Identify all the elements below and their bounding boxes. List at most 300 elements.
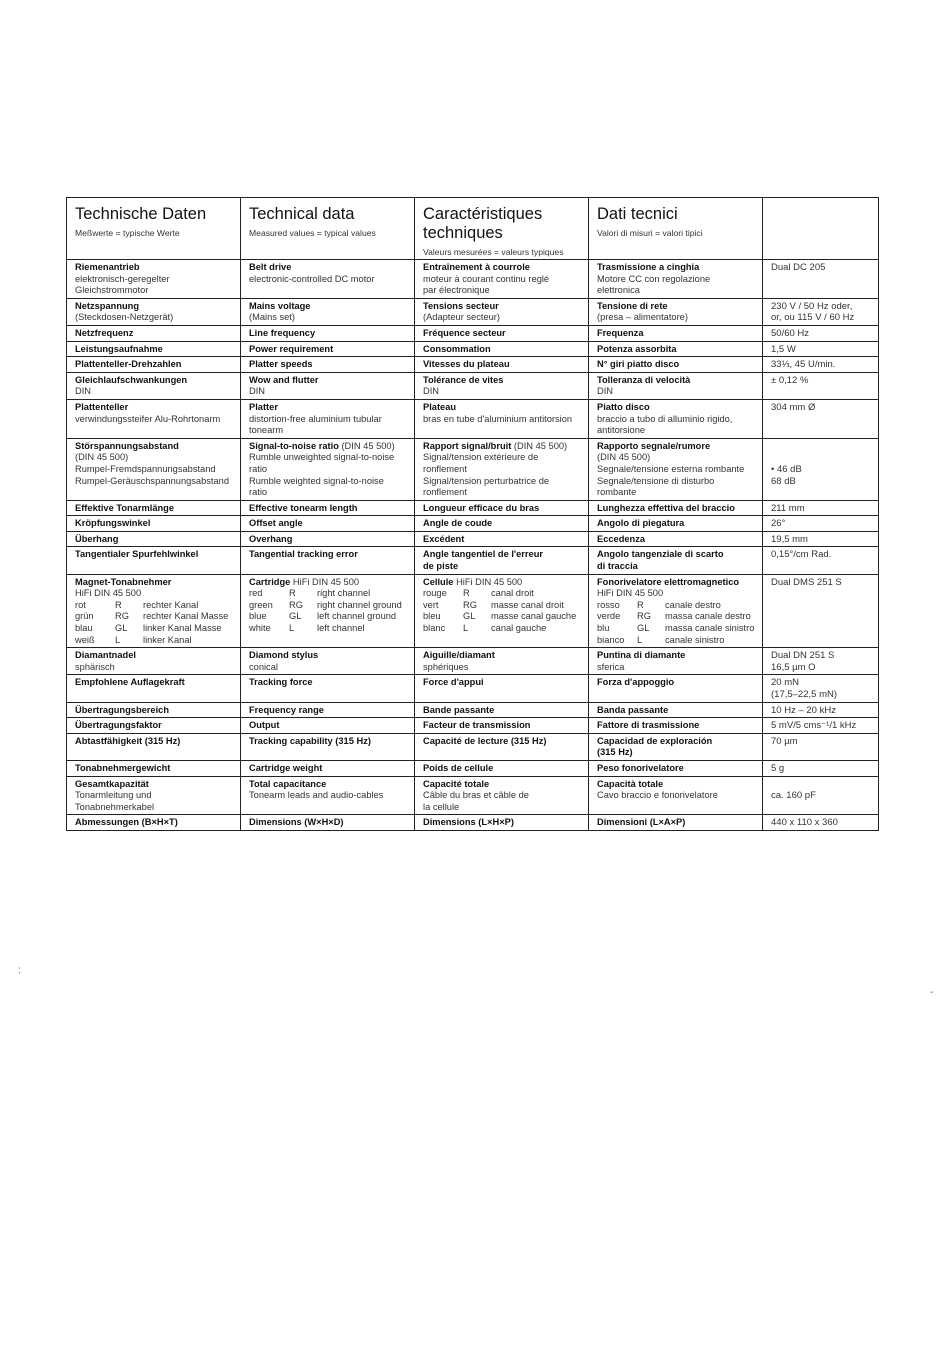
spec-detail: Rumpel-Fremdspannungsabstand <box>75 463 216 474</box>
header-row <box>67 198 879 260</box>
wire-channel: masse canal droit <box>491 599 564 610</box>
header-title-it: Dati tecnici <box>597 205 678 223</box>
wire-code: R <box>463 588 470 599</box>
wire-code-line <box>423 611 584 623</box>
wire-channel: massa canale sinistro <box>665 623 755 634</box>
wire-color: green <box>249 599 273 610</box>
spec-detail: electronic-controlled DC motor <box>249 273 375 284</box>
spec-cell-fr <box>415 399 589 438</box>
wire-channel: rechter Kanal Masse <box>143 611 229 622</box>
spec-label: Effektive Tonarmlänge <box>75 502 175 513</box>
table-row <box>67 648 879 675</box>
spec-cell-de <box>67 516 241 532</box>
spec-detail: (Steckdosen-Netzgerät) <box>75 312 174 323</box>
table-row <box>67 574 879 648</box>
spec-label: Total capacitance <box>249 778 327 789</box>
wire-code: L <box>463 623 469 634</box>
wire-color: bianco <box>597 634 625 645</box>
wire-color: blau <box>75 623 93 634</box>
spec-cell-fr <box>415 298 589 325</box>
spec-detail: (DIN 45 500) <box>597 452 651 463</box>
spec-label: Cartridge <box>249 576 291 587</box>
spec-label: Longueur efficace du bras <box>423 502 540 513</box>
spec-label: Piatto disco <box>597 401 650 412</box>
table-row <box>67 341 879 357</box>
header-title-en: Technical data <box>249 205 355 223</box>
spec-detail: Tonarmleitung und <box>75 790 152 801</box>
spec-label: Facteur de transmission <box>423 720 531 731</box>
wire-code-line <box>75 611 236 623</box>
spec-value: 20 mN <box>771 677 799 689</box>
spec-value: Dual DC 205 <box>771 262 826 273</box>
spec-value <box>771 452 874 464</box>
spec-label: Rapporto segnale/rumore <box>597 440 711 451</box>
spec-cell-it <box>589 357 763 373</box>
table-row <box>67 516 879 532</box>
spec-label: Angolo tangenziale di scarto <box>597 549 724 560</box>
spec-label: Output <box>249 720 280 731</box>
spec-cell-de <box>67 399 241 438</box>
wire-color: grün <box>75 611 94 622</box>
spec-label: Überhang <box>75 533 119 544</box>
margin-mark-right: - <box>930 987 934 998</box>
spec-label: Tracking force <box>249 677 313 688</box>
wire-code-line <box>249 600 410 612</box>
spec-detail: la cellule <box>423 801 460 812</box>
header-title-fr: Caractéristiques techniques <box>423 205 543 242</box>
spec-cell-it <box>589 702 763 718</box>
spec-cell-en <box>241 531 415 547</box>
spec-detail: Tonearm leads and audio-cables <box>249 790 384 801</box>
table-row <box>67 325 879 341</box>
spec-detail: HiFi DIN 45 500 <box>597 588 664 599</box>
spec-cell-it <box>589 260 763 299</box>
spec-label: Angle de coude <box>423 518 493 529</box>
spec-cell-it <box>589 675 763 702</box>
spec-label: Angolo di piegatura <box>597 518 685 529</box>
spec-cell-it <box>589 547 763 574</box>
spec-cell-de <box>67 357 241 373</box>
spec-label: Aiguille/diamant <box>423 650 495 661</box>
spec-label: Wow and flutter <box>249 374 319 385</box>
wire-code-line <box>75 623 236 635</box>
wire-code-line <box>249 623 410 635</box>
spec-heading-line <box>249 577 410 589</box>
spec-heading-line <box>249 441 410 453</box>
spec-label: Effective tonearm length <box>249 502 358 513</box>
spec-cell-fr <box>415 438 589 500</box>
table-row <box>67 547 879 574</box>
spec-cell-fr <box>415 733 589 760</box>
spec-label: Forza d'appoggio <box>597 677 675 688</box>
spec-heading-line <box>423 577 584 589</box>
spec-value: 0,15°/cm Rad. <box>771 549 832 561</box>
wire-code-line <box>597 611 758 623</box>
spec-label: Excédent <box>423 533 465 544</box>
spec-cell-de <box>67 500 241 516</box>
spec-label: Signal-to-noise ratio <box>249 440 339 451</box>
spec-detail: antitorsione <box>597 425 646 436</box>
spec-cell-en <box>241 776 415 815</box>
spec-cell-de <box>67 438 241 500</box>
spec-detail: sferica <box>597 661 625 672</box>
spec-cell-fr <box>415 718 589 734</box>
spec-detail: ronflement <box>423 487 467 498</box>
spec-cell-it <box>589 648 763 675</box>
spec-label: Netzfrequenz <box>75 327 134 338</box>
header-subtitle-de: Meßwerte = typische Werte <box>75 228 180 238</box>
spec-cell-it <box>589 500 763 516</box>
spec-value-cell <box>763 357 879 373</box>
wire-code-line <box>423 588 584 600</box>
spec-detail: Câble du bras et câble de <box>423 790 529 801</box>
wire-code: R <box>637 599 644 610</box>
wire-channel: rechter Kanal <box>143 599 199 610</box>
spec-value-cell <box>763 260 879 299</box>
wire-code: GL <box>115 623 128 634</box>
spec-label: Gesamtkapazität <box>75 778 149 789</box>
wire-color: rouge <box>423 588 447 599</box>
spec-label: Force d'appui <box>423 677 484 688</box>
spec-cell-en <box>241 815 415 831</box>
wire-channel: left channel <box>317 623 365 634</box>
spec-cell-de <box>67 776 241 815</box>
spec-value-cell <box>763 325 879 341</box>
table-row <box>67 675 879 702</box>
spec-label: Störspannungsabstand <box>75 440 179 451</box>
spec-cell-de <box>67 547 241 574</box>
spec-label: Offset angle <box>249 518 303 529</box>
wire-code-line <box>249 588 410 600</box>
spec-label: Übertragungsfaktor <box>75 720 162 731</box>
spec-value: 211 mm <box>771 502 805 514</box>
spec-label: Tolleranza di velocità <box>597 374 691 385</box>
spec-value: ± 0,12 % <box>771 374 809 386</box>
spec-cell-fr <box>415 648 589 675</box>
spec-cell-en <box>241 325 415 341</box>
spec-detail: Rumble unweighted signal-to-noise <box>249 452 395 463</box>
wire-color: blu <box>597 623 610 634</box>
spec-cell-en <box>241 372 415 399</box>
wire-channel: canale sinistro <box>665 634 725 645</box>
spec-detail: Tonabnehmerkabel <box>75 801 155 812</box>
spec-label: Platter <box>249 401 278 412</box>
spec-value-cell <box>763 574 879 648</box>
wire-color: red <box>249 588 263 599</box>
spec-label-suffix: HiFi DIN 45 500 <box>453 576 523 587</box>
spec-detail: (DIN 45 500) <box>75 452 129 463</box>
wire-code: L <box>289 623 295 634</box>
spec-cell-en <box>241 260 415 299</box>
spec-label: Banda passante <box>597 704 669 715</box>
spec-value-cell <box>763 438 879 500</box>
spec-detail: sphériques <box>423 661 469 672</box>
spec-value: 10 Hz – 20 kHz <box>771 704 836 716</box>
table-row <box>67 438 879 500</box>
wire-color: rosso <box>597 599 620 610</box>
spec-detail: tonearm <box>249 425 284 436</box>
table-row <box>67 718 879 734</box>
wire-channel: canale destro <box>665 599 721 610</box>
spec-cell-it <box>589 372 763 399</box>
spec-cell-it <box>589 760 763 776</box>
spec-value-cell <box>763 702 879 718</box>
wire-color: weiß <box>75 634 95 645</box>
spec-detail: (Mains set) <box>249 312 295 323</box>
wire-channel: left channel ground <box>317 611 397 622</box>
spec-value: Dual DN 251 S <box>771 650 835 662</box>
spec-label: Netzspannung <box>75 300 140 311</box>
spec-cell-de <box>67 760 241 776</box>
spec-label: Plattenteller <box>75 401 129 412</box>
spec-label: Fonorivelatore elettromagnetico <box>597 576 740 587</box>
spec-detail: conical <box>249 661 278 672</box>
spec-label: N° giri piatto disco <box>597 359 680 370</box>
spec-detail: DIN <box>75 386 92 397</box>
spec-detail: ratio <box>249 463 268 474</box>
table-row <box>67 372 879 399</box>
spec-cell-fr <box>415 500 589 516</box>
spec-label: Frequency range <box>249 704 324 715</box>
spec-cell-it <box>589 399 763 438</box>
header-subtitle-en: Measured values = typical values <box>249 228 376 238</box>
spec-value-cell <box>763 815 879 831</box>
spec-detail: Segnale/tensione di disturbo <box>597 475 715 486</box>
header-cell-fr <box>415 198 589 260</box>
header-subtitle-it: Valori di misuri = valori tipici <box>597 228 703 238</box>
spec-detail: Gleichstrommotor <box>75 285 149 296</box>
wire-code: RG <box>637 611 651 622</box>
wire-color: blue <box>249 611 267 622</box>
wire-color: bleu <box>423 611 441 622</box>
spec-cell-fr <box>415 760 589 776</box>
wire-code-line <box>249 611 410 623</box>
spec-detail: verwindungssteifer Alu-Rohrtonarm <box>75 413 221 424</box>
wire-channel: canal droit <box>491 588 534 599</box>
spec-detail: Motore CC con regolazione <box>597 273 711 284</box>
spec-label: Trasmissione a cinghia <box>597 262 700 272</box>
spec-label: Capacità totale <box>597 778 664 789</box>
wire-code: RG <box>463 599 477 610</box>
wire-code: GL <box>637 623 650 634</box>
header-cell-en <box>241 198 415 260</box>
spec-label: Riemenantrieb <box>75 262 140 272</box>
spec-label: Dimensioni (L×A×P) <box>597 817 686 828</box>
spec-value: 19,5 mm <box>771 533 808 545</box>
spec-label: Tangentialer Spurfehlwinkel <box>75 549 199 560</box>
spec-detail: rombante <box>597 487 637 498</box>
spec-cell-de <box>67 815 241 831</box>
wire-code: RG <box>115 611 129 622</box>
spec-label: Plattenteller-Drehzahlen <box>75 359 182 370</box>
spec-label: Bande passante <box>423 704 495 715</box>
spec-label: Fattore di trasmissione <box>597 720 700 731</box>
spec-detail: DIN <box>597 386 614 397</box>
spec-cell-en <box>241 648 415 675</box>
table-row <box>67 760 879 776</box>
spec-label: Lunghezza effettiva del braccio <box>597 502 735 513</box>
spec-cell-fr <box>415 574 589 648</box>
spec-cell-fr <box>415 675 589 702</box>
spec-label: Abmessungen (B×H×T) <box>75 817 178 828</box>
spec-label-cont: de piste <box>423 561 459 572</box>
wire-code: R <box>289 588 296 599</box>
spec-cell-it <box>589 298 763 325</box>
spec-label: Fréquence secteur <box>423 327 506 338</box>
table-row <box>67 399 879 438</box>
header-title-de: Technische Daten <box>75 205 207 223</box>
spec-label: Potenza assorbita <box>597 343 677 354</box>
table-row <box>67 298 879 325</box>
spec-label: Puntina di diamante <box>597 650 686 661</box>
margin-mark-left: : <box>18 965 21 976</box>
header-cell-de <box>67 198 241 260</box>
spec-label: Power requirement <box>249 343 334 354</box>
spec-detail: bras en tube d'aluminium antitorsion <box>423 413 573 424</box>
spec-label: Empfohlene Auflagekraft <box>75 677 185 688</box>
spec-cell-fr <box>415 341 589 357</box>
spec-value: 304 mm Ø <box>771 401 816 413</box>
table-row <box>67 815 879 831</box>
spec-value: 50/60 Hz <box>771 327 810 339</box>
wire-code: L <box>115 634 121 645</box>
spec-detail: ratio <box>249 487 268 498</box>
spec-value <box>771 441 874 453</box>
spec-detail: elettronica <box>597 285 640 296</box>
spec-cell-de <box>67 648 241 675</box>
spec-detail: HiFi DIN 45 500 <box>75 588 142 599</box>
spec-detail: ronflement <box>423 463 467 474</box>
spec-value <box>771 779 874 791</box>
spec-label: Belt drive <box>249 262 292 272</box>
table-row <box>67 702 879 718</box>
spec-value-cell <box>763 399 879 438</box>
spec-detail: braccio a tubo di alluminio rigido, <box>597 413 733 424</box>
spec-cell-en <box>241 574 415 648</box>
spec-value-cell <box>763 531 879 547</box>
spec-cell-de <box>67 341 241 357</box>
spec-value: Dual DMS 251 S <box>771 576 842 588</box>
spec-value-cell <box>763 648 879 675</box>
spec-cell-en <box>241 718 415 734</box>
spec-label: Tangential tracking error <box>249 549 358 560</box>
spec-cell-en <box>241 399 415 438</box>
spec-table <box>66 197 879 831</box>
spec-cell-en <box>241 357 415 373</box>
spec-value: 26° <box>771 518 786 530</box>
table-row <box>67 776 879 815</box>
spec-cell-fr <box>415 325 589 341</box>
spec-value: (17,5–22,5 mN) <box>771 689 838 700</box>
spec-label-cont: di traccia <box>597 561 638 572</box>
spec-cell-en <box>241 500 415 516</box>
spec-label-cont: (315 Hz) <box>597 747 633 758</box>
spec-value-cell <box>763 733 879 760</box>
wire-channel: masse canal gauche <box>491 611 577 622</box>
spec-cell-de <box>67 718 241 734</box>
wire-code: RG <box>289 599 303 610</box>
spec-detail: DIN <box>249 386 266 397</box>
spec-detail: sphärisch <box>75 661 115 672</box>
spec-detail: par électronique <box>423 285 490 296</box>
spec-cell-de <box>67 531 241 547</box>
spec-label: Kröpfungswinkel <box>75 518 151 529</box>
spec-value-cell <box>763 298 879 325</box>
spec-detail: Signal/tension perturbatrice de <box>423 475 550 486</box>
spec-cell-en <box>241 733 415 760</box>
spec-label: Eccedenza <box>597 533 646 544</box>
spec-value: ca. 160 pF <box>771 790 816 802</box>
spec-cell-fr <box>415 531 589 547</box>
wire-code-line <box>597 600 758 612</box>
spec-value-cell <box>763 760 879 776</box>
spec-detail: Signal/tension extérieure de <box>423 452 539 463</box>
spec-detail: Cavo braccio e fonorivelatore <box>597 790 718 801</box>
spec-label: Vitesses du plateau <box>423 359 510 370</box>
spec-value: 440 x 110 x 360 <box>771 817 838 829</box>
spec-label: Cartridge weight <box>249 762 323 773</box>
spec-cell-it <box>589 531 763 547</box>
spec-label: Plateau <box>423 401 457 412</box>
spec-cell-de <box>67 325 241 341</box>
spec-label: Tolérance de vites <box>423 374 504 385</box>
spec-value-cell <box>763 776 879 815</box>
header-cell-values <box>763 198 879 260</box>
spec-value: 70 µm <box>771 735 798 747</box>
spec-label: Diamond stylus <box>249 650 319 661</box>
spec-value: 16,5 µm O <box>771 661 816 673</box>
spec-cell-de <box>67 702 241 718</box>
spec-label: Diamantnadel <box>75 650 136 661</box>
spec-cell-fr <box>415 815 589 831</box>
wire-channel: right channel <box>317 588 371 599</box>
spec-cell-de <box>67 260 241 299</box>
spec-label: Capacidad de exploración <box>597 735 713 746</box>
header-subtitle-fr: Valeurs mesurées = valeurs typiques <box>423 247 564 257</box>
spec-label: Peso fonorivelatore <box>597 762 684 773</box>
spec-cell-it <box>589 718 763 734</box>
spec-cell-de <box>67 675 241 702</box>
wire-code-line <box>423 623 584 635</box>
spec-cell-de <box>67 372 241 399</box>
spec-value-cell <box>763 500 879 516</box>
spec-label: Tonabnehmergewicht <box>75 762 171 773</box>
spec-value: 5 mV/5 cms⁻¹/1 kHz <box>771 720 857 732</box>
spec-cell-it <box>589 815 763 831</box>
spec-cell-en <box>241 547 415 574</box>
spec-value: 33⅓, 45 U/min. <box>771 359 836 371</box>
spec-value-cell <box>763 341 879 357</box>
spec-cell-en <box>241 760 415 776</box>
spec-value: 68 dB <box>771 475 796 487</box>
header-cell-it <box>589 198 763 260</box>
spec-cell-it <box>589 325 763 341</box>
spec-cell-en <box>241 702 415 718</box>
wire-code: L <box>637 634 643 645</box>
spec-value-cell <box>763 718 879 734</box>
spec-value: • 46 dB <box>771 463 802 475</box>
spec-detail: elektronisch-geregelter <box>75 273 170 284</box>
spec-label: Entraînement à courrole <box>423 262 530 272</box>
spec-label: Abtastfähigkeit (315 Hz) <box>75 735 181 746</box>
spec-cell-fr <box>415 260 589 299</box>
spec-cell-it <box>589 574 763 648</box>
wire-color: vert <box>423 599 439 610</box>
wire-color: white <box>249 623 271 634</box>
spec-label-suffix: (DIN 45 500) <box>338 440 395 451</box>
wire-code-line <box>75 600 236 612</box>
wire-color: blanc <box>423 623 446 634</box>
